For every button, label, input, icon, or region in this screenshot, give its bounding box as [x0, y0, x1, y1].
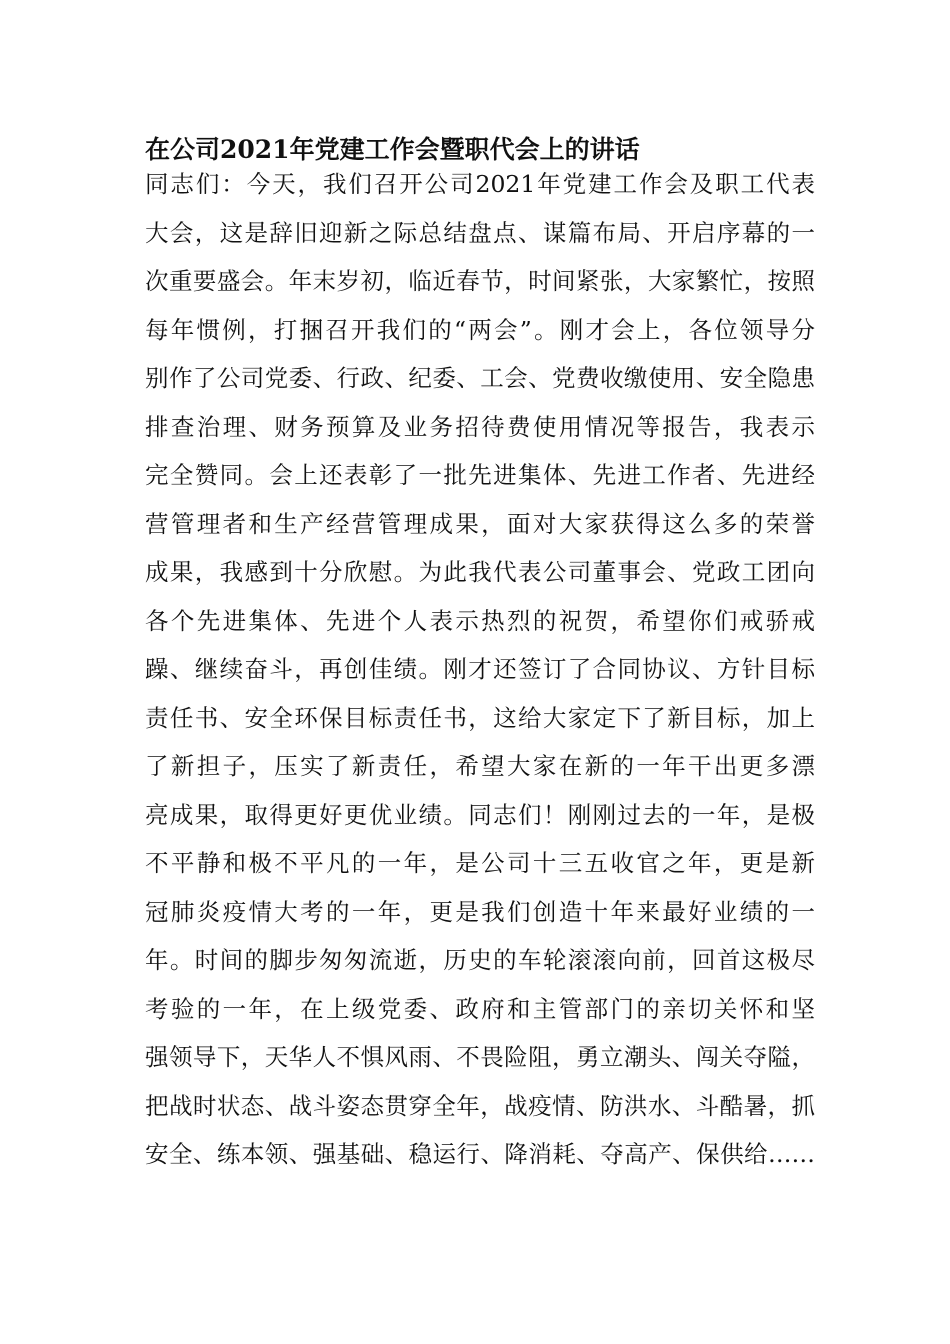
body-line: 亮成果，取得更好更优业绩。同志们！刚刚过去的一年，是极 [145, 800, 815, 829]
body-line: 营管理者和生产经营管理成果，面对大家获得这么多的荣誉 [145, 509, 815, 538]
body-line: 把战时状态、战斗姿态贯穿全年，战疫情、防洪水、斗酷暑，抓 [145, 1091, 815, 1120]
body-line: 各个先进集体、先进个人表示热烈的祝贺，希望你们戒骄戒 [145, 606, 815, 635]
body-line: 责任书、安全环保目标责任书，这给大家定下了新目标，加上 [145, 703, 815, 732]
body-line: 排查治理、财务预算及业务招待费使用情况等报告，我表示 [145, 412, 815, 441]
body-line: 冠肺炎疫情大考的一年，更是我们创造十年来最好业绩的一 [145, 897, 815, 926]
body-line: 考验的一年，在上级党委、政府和主管部门的亲切关怀和坚 [145, 994, 815, 1023]
body-line: 了新担子，压实了新责任，希望大家在新的一年干出更多漂 [145, 752, 815, 780]
body-line: 强领导下，天华人不惧风雨、不畏险阻，勇立潮头、闯关夺隘， [145, 1043, 815, 1071]
body-line: 别作了公司党委、行政、纪委、工会、党费收缴使用、安全隐患 [145, 364, 815, 392]
body-line: 次重要盛会。年末岁初，临近春节，时间紧张，大家繁忙，按照 [145, 267, 815, 295]
body-line: 成果，我感到十分欣慰。为此我代表公司董事会、党政工团向 [145, 558, 815, 586]
body-line: 安全、练本领、强基础、稳运行、降消耗、夺高产、保供给…… [145, 1140, 815, 1168]
body-line: 同志们：今天，我们召开公司2021年党建工作会及职工代表 [145, 170, 815, 198]
body-line: 每年惯例，打捆召开我们的“两会”。刚才会上，各位领导分 [145, 315, 815, 344]
body-line: 年。时间的脚步匆匆流逝，历史的车轮滚滚向前，回首这极尽 [145, 946, 815, 974]
body-line: 完全赞同。会上还表彰了一批先进集体、先进工作者、先进经 [145, 461, 815, 489]
body-line: 躁、继续奋斗，再创佳绩。刚才还签订了合同协议、方针目标 [145, 655, 815, 683]
body-line: 不平静和极不平凡的一年，是公司十三五收官之年，更是新 [145, 849, 815, 877]
document-title: 在公司2021年党建工作会暨职代会上的讲话 [145, 135, 640, 164]
document-body [145, 160, 815, 1179]
body-line: 大会，这是辞旧迎新之际总结盘点、谋篇布局、开启序幕的一 [145, 218, 815, 247]
